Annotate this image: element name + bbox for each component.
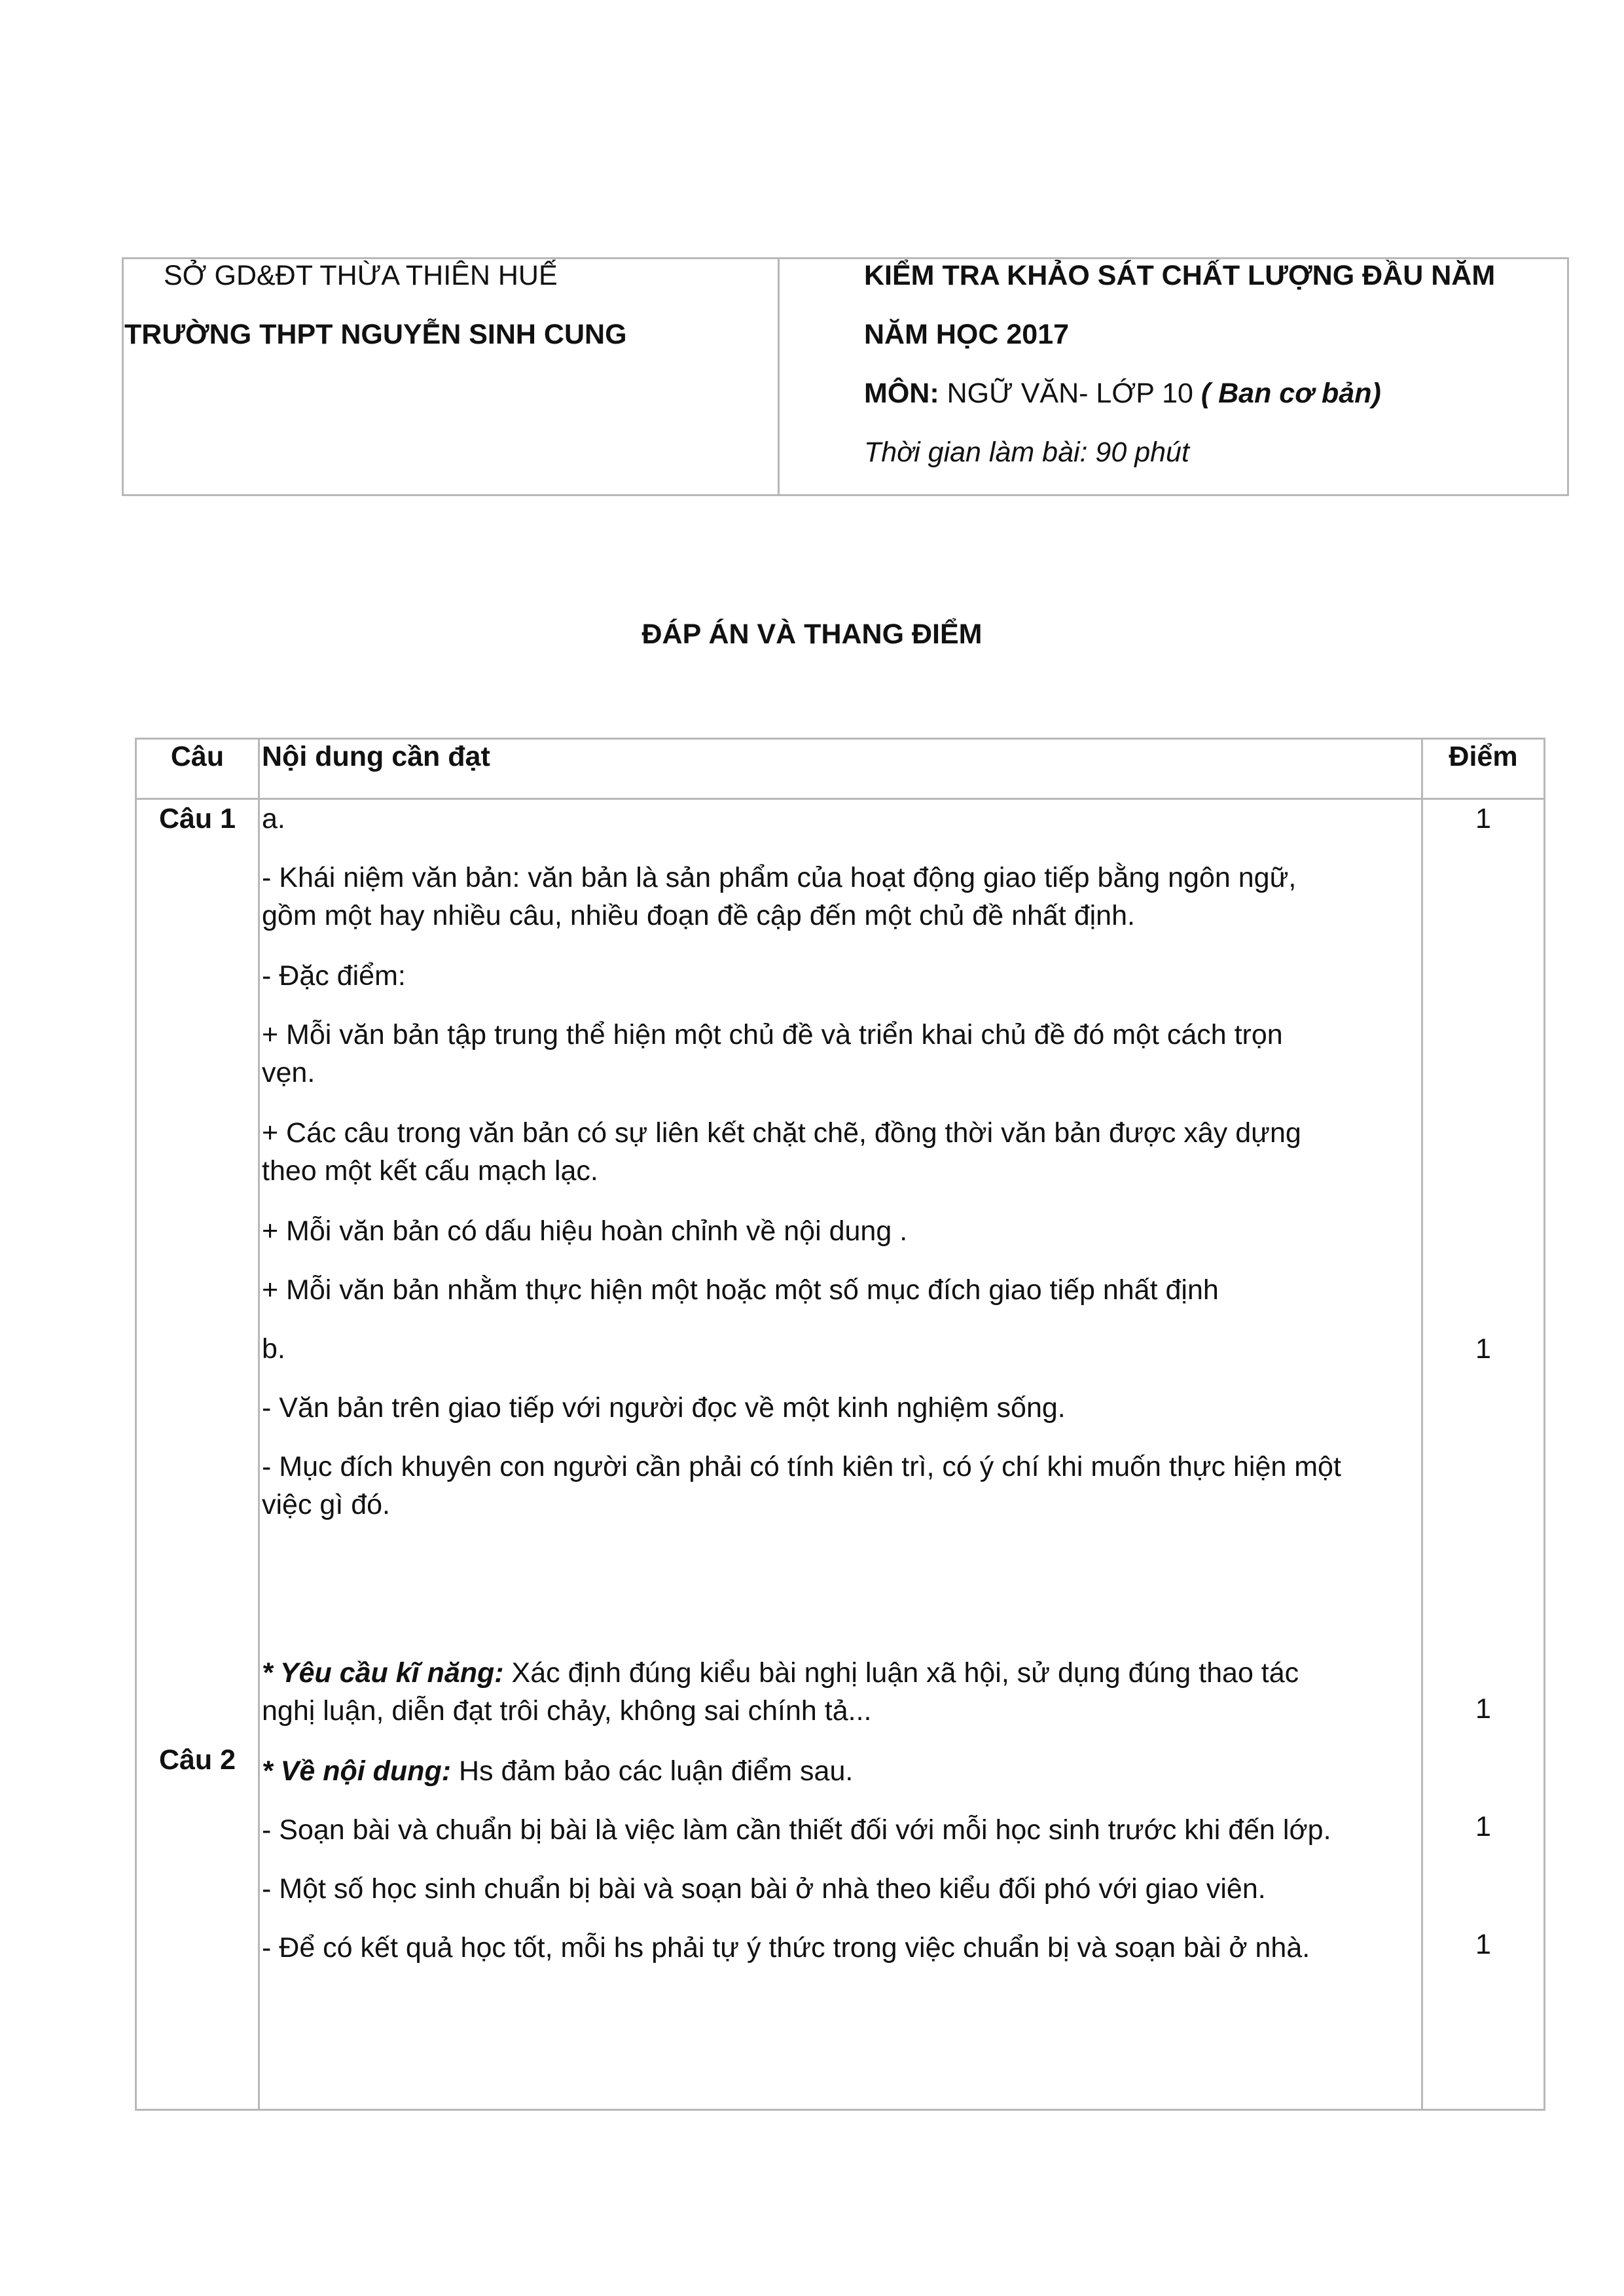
- q2-content-text: Hs đảm bảo các luận điểm sau.: [451, 1755, 854, 1787]
- school-year: NĂM HỌC 2017: [864, 319, 1070, 350]
- q1-line: + Các câu trong văn bản có sự liên kết chặt chẽ, đồng thời văn bản được xây dựng: [262, 1117, 1301, 1149]
- q1-line: + Mỗi văn bản nhằm thực hiện một hoặc một số mục đích giao tiếp nhất định: [262, 1274, 1219, 1306]
- table-col-divider-1: [258, 738, 260, 2111]
- q2-skill-label: * Yêu cầu kĩ năng:: [262, 1657, 504, 1689]
- q1-score-b: 1: [1475, 1333, 1491, 1365]
- q1-line: b.: [262, 1333, 285, 1365]
- table-header-divider: [135, 798, 1545, 800]
- q2-score: 1: [1475, 1811, 1491, 1842]
- q2-skill-line: [262, 1654, 1299, 1692]
- header-border-bottom: [122, 494, 1569, 496]
- table-col-divider-2: [1421, 738, 1423, 2111]
- q1-line: + Mỗi văn bản tập trung thể hiện một chủ đề và triển khai chủ đề đó một cách trọn: [262, 1019, 1283, 1050]
- header-border-right: [1567, 257, 1569, 496]
- q1-line: theo một kết cấu mạch lạc.: [262, 1155, 598, 1187]
- q2-skill-text: Xác định đúng kiểu bài nghị luận xã hội, sử dụng đúng thao tác: [503, 1657, 1299, 1689]
- subject-label: MÔN:: [864, 378, 939, 409]
- exam-title: KIỂM TRA KHẢO SÁT CHẤT LƯỢNG ĐẦU NĂM: [864, 260, 1496, 291]
- header-border-mid: [778, 257, 780, 496]
- q1-line: - Văn bản trên giao tiếp với người đọc về một kinh nghiệm sống.: [262, 1392, 1066, 1424]
- q2-content-line: [262, 1752, 853, 1790]
- page-title: ĐÁP ÁN VÀ THANG ĐIỂM: [641, 619, 983, 650]
- exam-duration: Thời gian làm bài: 90 phút: [864, 437, 1189, 468]
- column-header-content: Nội dung cần đạt: [262, 741, 490, 772]
- question-1-label: Câu 1: [158, 803, 236, 834]
- table-border-right: [1543, 738, 1545, 2111]
- q2-score: 1: [1475, 1929, 1491, 1960]
- q1-score-a: 1: [1475, 803, 1491, 834]
- q1-line: gồm một hay nhiều câu, nhiều đoạn đề cập đến một chủ đề nhất định.: [262, 900, 1135, 931]
- q1-line: - Đặc điểm:: [262, 960, 406, 992]
- column-header-score: Điểm: [1449, 741, 1518, 772]
- department-name: SỞ GD&ĐT THỪA THIÊN HUẾ: [164, 260, 558, 291]
- q2-point: - Soạn bài và chuẩn bị bài là việc làm cần thiết đối với mỗi học sinh trước khi đến lớp.: [262, 1814, 1331, 1846]
- q2-content-label: * Về nội dung:: [262, 1755, 452, 1787]
- question-2-label: Câu 2: [158, 1744, 236, 1776]
- q2-point: - Để có kết quả học tốt, mỗi hs phải tự ý thức trong việc chuẩn bị và soạn bài ở nhà.: [262, 1932, 1310, 1964]
- subject-line: [864, 374, 1381, 412]
- q1-line: a.: [262, 803, 285, 834]
- column-header-question: Câu: [170, 741, 225, 772]
- table-border-bottom: [135, 2109, 1545, 2111]
- q1-line: - Khái niệm văn bản: văn bản là sản phẩm của hoạt động giao tiếp bằng ngôn ngữ,: [262, 862, 1297, 893]
- subject-value: NGỮ VĂN- LỚP 10: [939, 378, 1201, 409]
- subject-note: ( Ban cơ bản): [1200, 378, 1381, 409]
- school-name: TRƯỜNG THPT NGUYỄN SINH CUNG: [124, 319, 627, 350]
- q1-line: việc gì đó.: [262, 1489, 390, 1520]
- table-border-left: [135, 738, 137, 2111]
- q1-line: + Mỗi văn bản có dấu hiệu hoàn chỉnh về nội dung .: [262, 1215, 908, 1247]
- q1-line: vẹn.: [262, 1057, 316, 1088]
- q2-point: - Một số học sinh chuẩn bị bài và soạn bài ở nhà theo kiểu đối phó với giao viên.: [262, 1873, 1266, 1905]
- q2-skill-line-2: nghị luận, diễn đạt trôi chảy, không sai chính tả...: [262, 1695, 872, 1727]
- q2-score: 1: [1475, 1693, 1491, 1725]
- q1-line: - Mục đích khuyên con người cần phải có tính kiên trì, có ý chí khi muốn thực hiện một: [262, 1451, 1341, 1482]
- header-border-left: [122, 257, 124, 496]
